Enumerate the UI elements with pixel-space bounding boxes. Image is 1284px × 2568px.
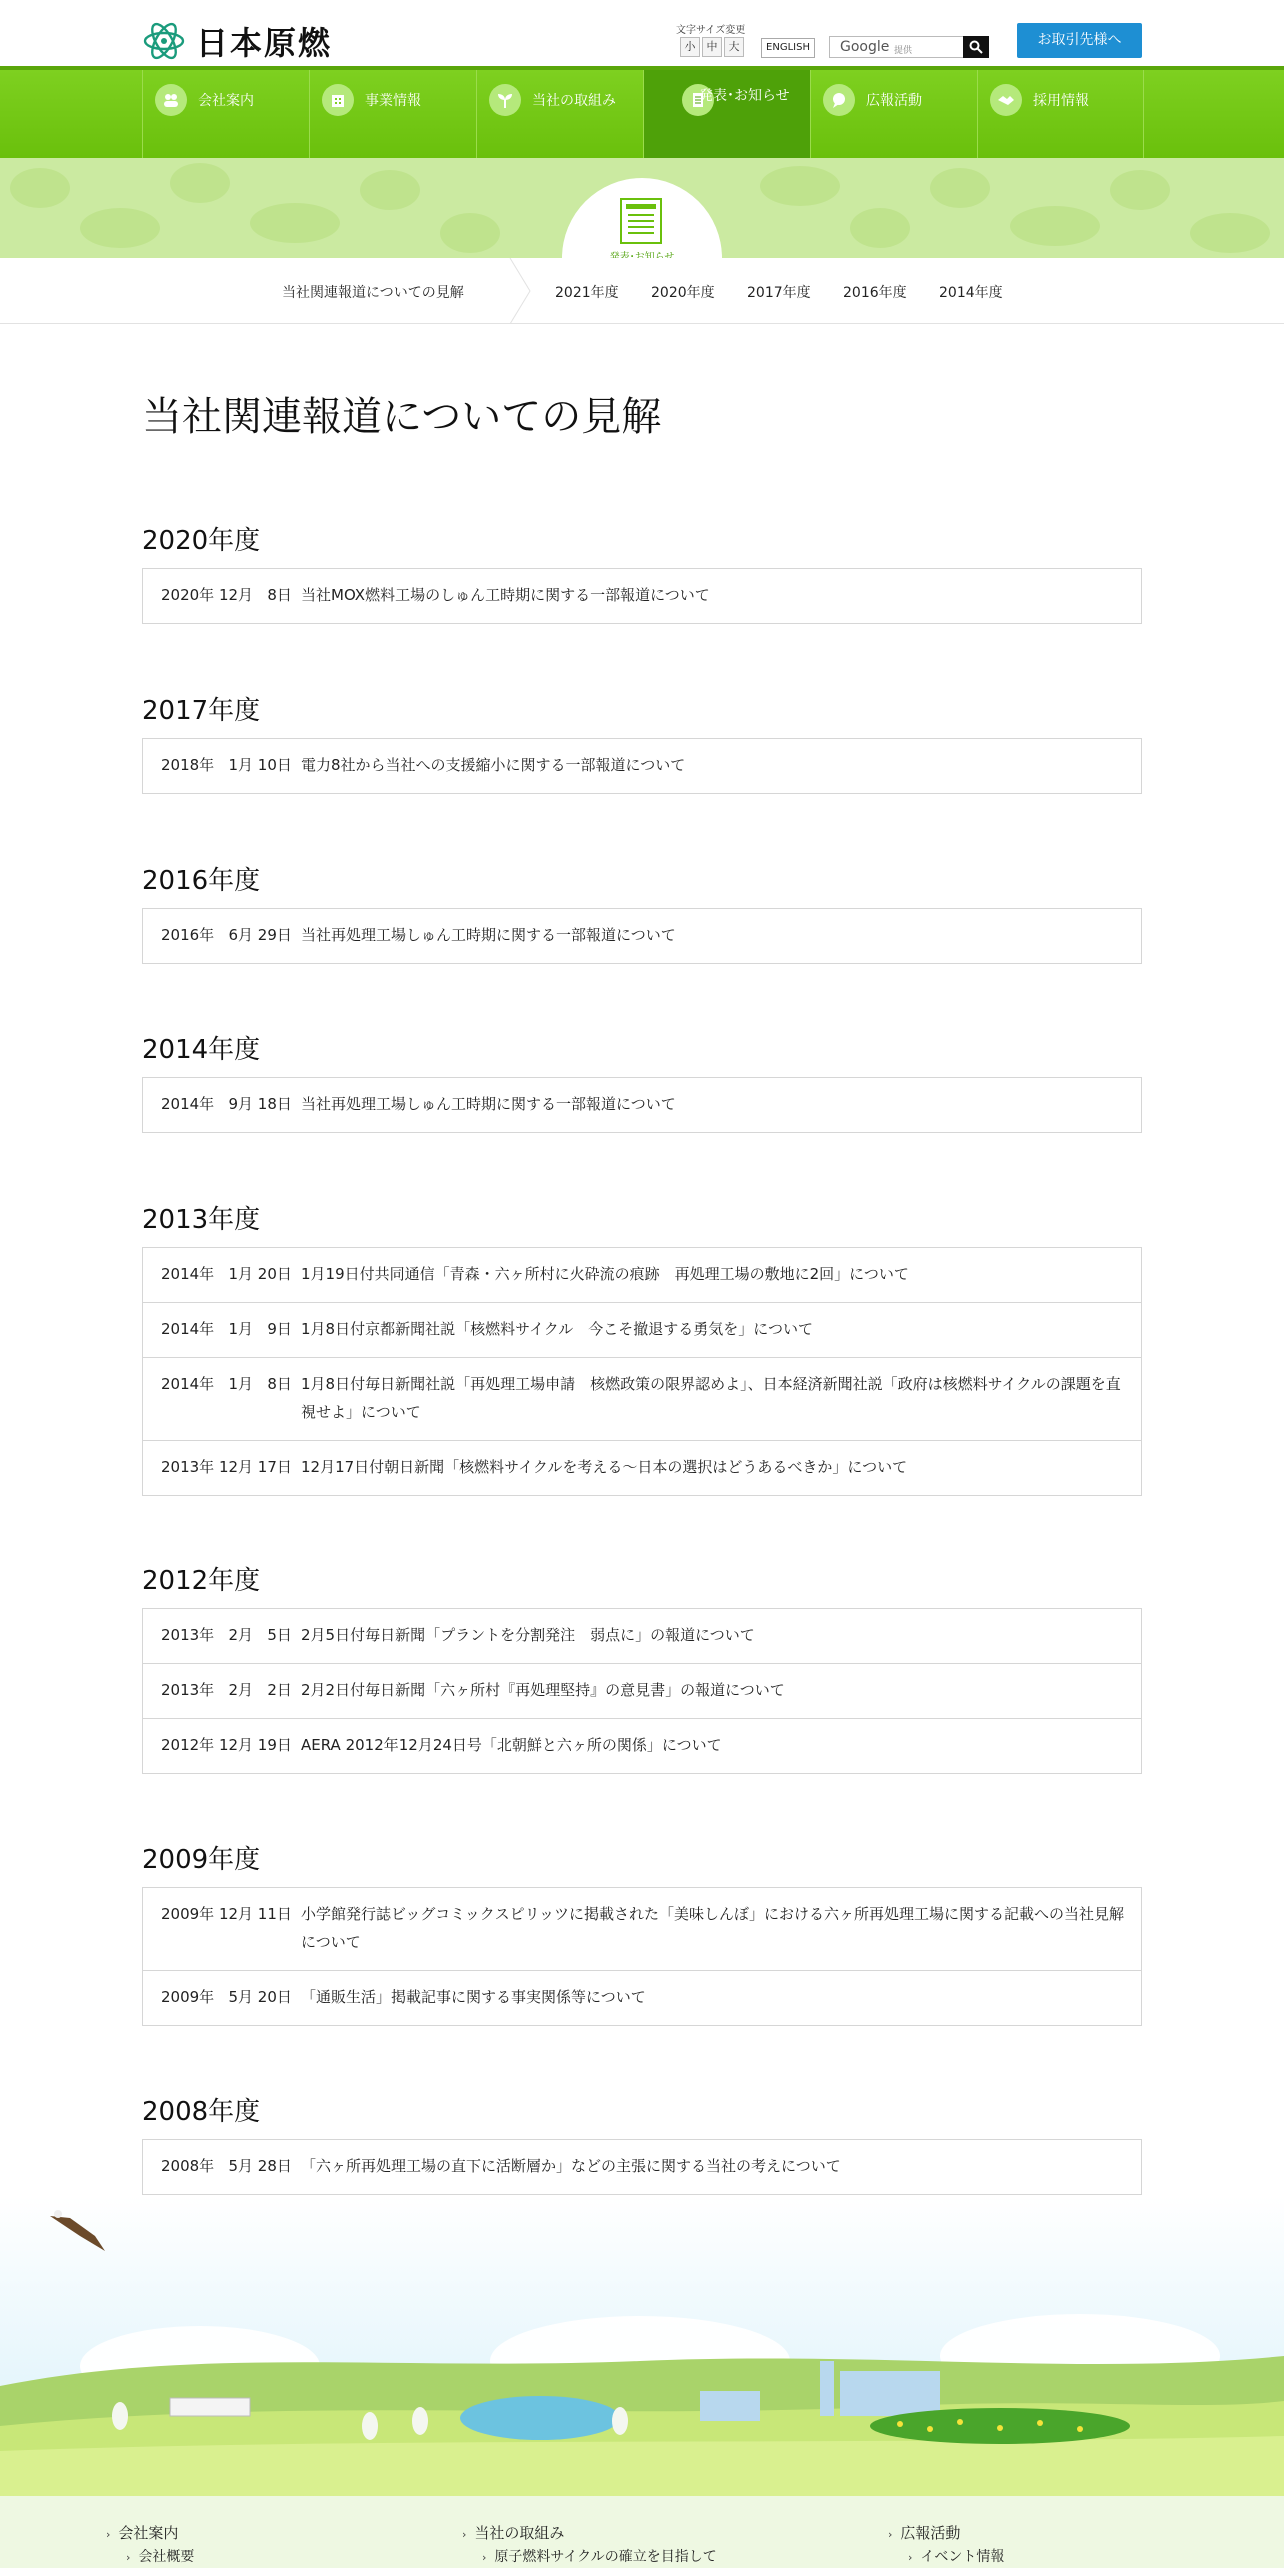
chevron-right-icon: › [482,2551,487,2564]
news-title-link[interactable]: 当社MOX燃料工場のしゅん工時期に関する一部報道について [301,586,710,604]
font-size-medium-button[interactable]: 中 [702,37,722,57]
footer-link-label: 会社案内 [118,2524,179,2542]
news-row[interactable] [143,1440,1141,1495]
gnav-item-pr[interactable] [810,70,977,158]
news-title-link[interactable]: 1月8日付毎日新聞社説「再処理工場申請 核燃政策の限界認めよ」、日本経済新聞社説「政府は核燃料サイクルの課題を直視せよ」について [301,1375,1121,1421]
news-date: 2009年 12月 11日 [161,1905,292,1923]
gnav-label: 当社の取組み [532,93,616,109]
news-date: 2016年 6月 29日 [161,926,292,944]
english-link[interactable]: ENGLISH [761,38,815,58]
news-row[interactable] [143,1078,1141,1132]
subnav-link-2014[interactable]: 2014年度 [939,285,1003,301]
gnav-label: 広報活動 [866,93,922,109]
logo-text: 日本原燃 [196,24,333,62]
footer-sublink-label: 会社概要 [138,2549,195,2565]
news-row[interactable] [143,2140,1141,2194]
news-date: 2012年 12月 19日 [161,1736,292,1754]
footer-sublink[interactable] [482,2546,717,2566]
news-row[interactable] [143,1302,1141,1357]
news-list [142,568,1142,624]
year-heading: 2012年度 [142,1566,261,1596]
news-row[interactable] [143,909,1141,963]
gnav-label: 会社案内 [198,93,254,109]
news-title-link[interactable]: 1月8日付京都新聞社説「核燃料サイクル 今こそ撤退する勇気を」について [301,1320,813,1338]
page-title: 当社関連報道についての見解 [142,394,662,440]
chevron-right-icon: › [126,2551,131,2564]
people-icon [155,84,187,116]
font-size-large-button[interactable]: 大 [724,37,744,57]
news-date: 2008年 5月 28日 [161,2157,292,2175]
news-row[interactable] [143,739,1141,793]
news-list [142,1887,1142,2026]
logo-mark-icon [142,21,186,61]
news-row[interactable] [143,1718,1141,1773]
gnav-item-business[interactable] [309,70,476,158]
chevron-right-icon: › [908,2551,913,2564]
news-title-link[interactable]: 2月5日付毎日新聞「プラントを分割発注 弱点に」の報道について [301,1626,755,1644]
news-row[interactable] [143,1248,1141,1302]
gnav-label: 事業情報 [365,93,421,109]
gnav-item-news[interactable] [643,70,810,158]
subnav-link-2020[interactable]: 2020年度 [651,285,715,301]
footer-sublink[interactable] [908,2546,1004,2566]
news-date: 2014年 1月 8日 [161,1375,292,1393]
gnav-label: 発表･お知らせ [699,88,790,104]
search-provider-tag: 提供 [894,46,913,56]
gnav-item-initiatives[interactable] [476,70,643,158]
news-row[interactable] [143,1888,1141,1970]
news-list [142,1608,1142,1774]
building-icon [322,84,354,116]
news-date: 2014年 9月 18日 [161,1095,292,1113]
site-logo[interactable] [142,18,332,64]
news-title-link[interactable]: 2月2日付毎日新聞「六ヶ所村『再処理堅持』の意見書」の報道について [301,1681,785,1699]
sub-nav [0,258,1284,324]
footer-sublink-label: 原子燃料サイクルの確立を目指して [494,2549,717,2565]
year-heading: 2017年度 [142,696,261,726]
news-list [142,2139,1142,2195]
year-heading: 2014年度 [142,1035,261,1065]
landscape-illustration [0,2196,1284,2496]
news-title-link[interactable]: AERA 2012年12月24日号「北朝鮮と六ヶ所の関係」について [301,1736,722,1754]
year-heading: 2013年度 [142,1205,261,1235]
year-heading: 2020年度 [142,526,261,556]
news-list [142,1247,1142,1496]
gnav-item-recruit[interactable] [977,70,1144,158]
footer-link-initiatives[interactable] [462,2522,564,2543]
news-date: 2013年 2月 5日 [161,1626,292,1644]
news-title-link[interactable]: 「六ヶ所再処理工場の直下に活断層か」などの主張に関する当社の考えについて [301,2157,841,2175]
footer-link-pr[interactable] [888,2522,960,2543]
gnav-item-company[interactable] [142,70,309,158]
year-heading: 2008年度 [142,2097,261,2127]
search-icon [969,40,983,54]
footer-link-company[interactable] [106,2522,178,2543]
news-date: 2009年 5月 20日 [161,1988,292,2006]
news-title-link[interactable]: 当社再処理工場しゅん工時期に関する一部報道について [301,1095,676,1113]
sprout-icon [489,84,521,116]
news-title-link[interactable]: 「通販生活」掲載記事に関する事実関係等について [301,1988,646,2006]
news-list [142,1077,1142,1133]
news-row[interactable] [143,1663,1141,1718]
site-header [0,0,1284,66]
news-title-link[interactable]: 当社再処理工場しゅん工時期に関する一部報道について [301,926,676,944]
news-date: 2020年 12月 8日 [161,586,292,604]
font-size-small-button[interactable]: 小 [680,37,700,57]
chevron-right-icon: › [106,2528,111,2541]
news-date: 2014年 1月 20日 [161,1265,292,1283]
subnav-link-2016[interactable]: 2016年度 [843,285,907,301]
news-date: 2014年 1月 9日 [161,1320,292,1338]
client-button[interactable]: お取引先様へ [1017,23,1142,58]
footer-link-label: 当社の取組み [474,2524,565,2542]
gnav-label: 採用情報 [1033,93,1089,109]
breadcrumb-separator-icon [508,258,532,324]
news-row[interactable] [143,569,1141,623]
subnav-current: 当社関連報道についての見解 [282,285,464,301]
news-date: 2013年 2月 2日 [161,1681,292,1699]
footer-sublink[interactable] [126,2546,194,2566]
search-button[interactable] [963,36,989,58]
news-title-link[interactable]: 1月19日付共同通信「青森・六ヶ所村に火砕流の痕跡 再処理工場の敷地に2回」について [301,1265,909,1283]
subnav-link-2017[interactable]: 2017年度 [747,285,811,301]
news-date: 2018年 1月 10日 [161,756,292,774]
news-row[interactable] [143,1609,1141,1663]
chevron-right-icon: › [462,2528,467,2541]
year-heading: 2016年度 [142,866,261,896]
speech-bubble-icon [823,84,855,116]
subnav-link-2021[interactable]: 2021年度 [555,285,619,301]
news-title-link[interactable]: 電力8社から当社への支援縮小に関する一部報道について [301,756,686,774]
footer-sublink-label: イベント情報 [920,2549,1005,2565]
news-list [142,738,1142,794]
search-google-brand: Google [840,39,890,55]
document-list-icon [620,198,662,244]
global-nav [0,66,1284,158]
site-footer [0,2496,1284,2568]
footer-link-label: 広報活動 [900,2524,961,2542]
chevron-right-icon: › [888,2528,893,2541]
news-list [142,908,1142,964]
news-title-link[interactable]: 12月17日付朝日新聞「核燃料サイクルを考える～日本の選択はどうあるべきか」について [301,1458,908,1476]
news-row[interactable] [143,1357,1141,1440]
news-title-link[interactable]: 小学館発行誌ビッグコミックスピリッツに掲載された「美味しんぼ」における六ヶ所再処理工場に関する記載への当社見解について [301,1905,1125,1951]
news-date: 2013年 12月 17日 [161,1458,292,1476]
year-heading: 2009年度 [142,1845,261,1875]
news-row[interactable] [143,1970,1141,2025]
handshake-icon [990,84,1022,116]
font-size-label: 文字サイズ変更 [676,25,746,36]
